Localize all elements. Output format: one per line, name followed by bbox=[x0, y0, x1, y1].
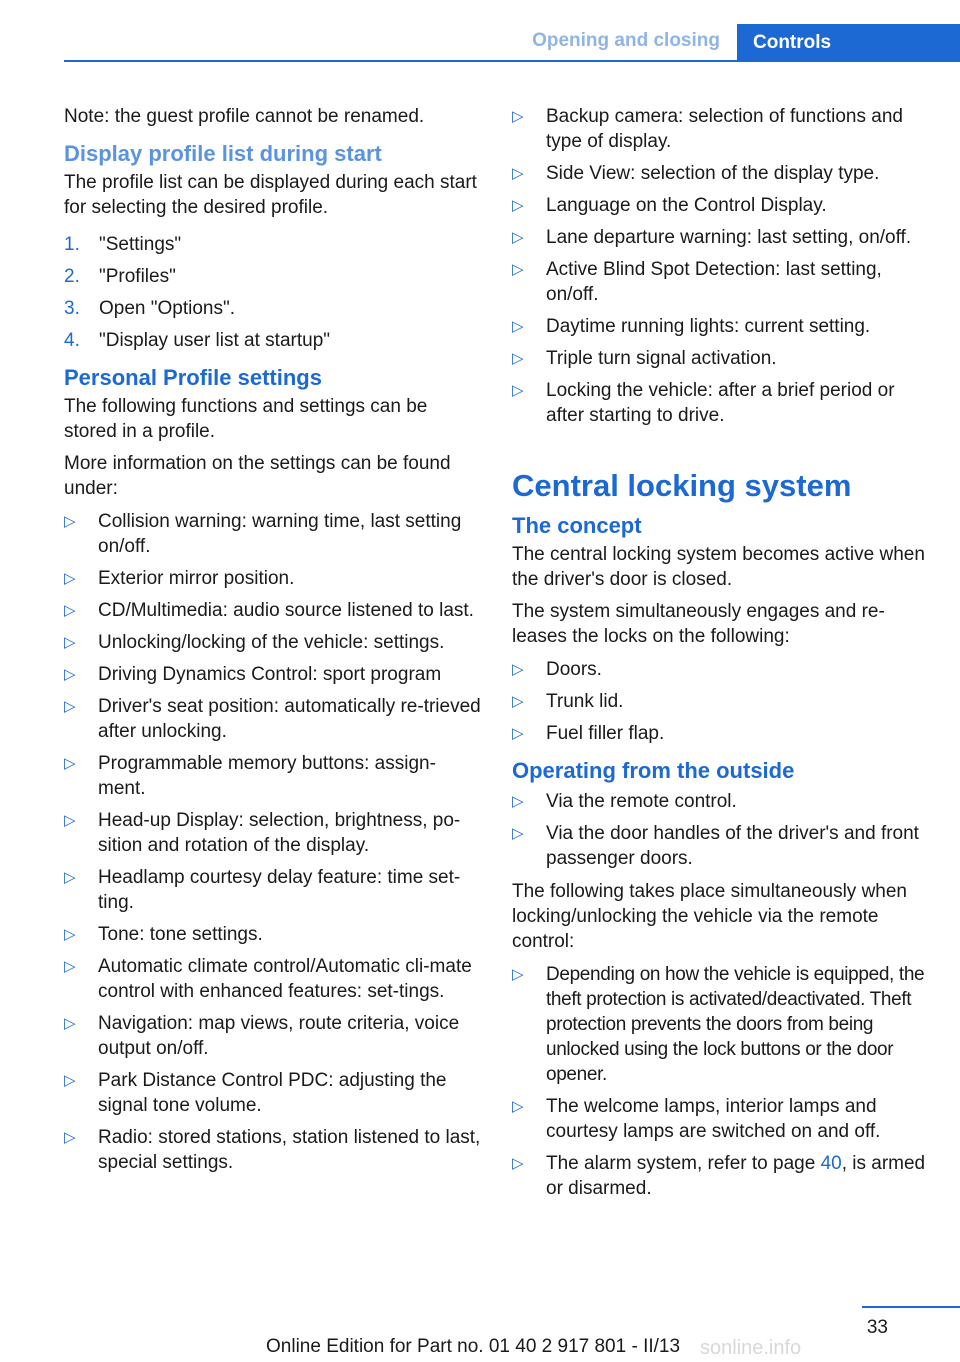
operating-outside-heading: Operating from the outside bbox=[512, 758, 795, 783]
right-column bbox=[512, 104, 932, 1209]
outside-list bbox=[512, 789, 932, 871]
step-number: 1. bbox=[64, 234, 80, 255]
triangle-bullet-icon: ▷ bbox=[64, 570, 76, 587]
list-item: ▷ Triple turn signal activation. bbox=[512, 348, 777, 369]
header-chapter-tab: Controls bbox=[737, 24, 960, 62]
triangle-bullet-icon: ▷ bbox=[64, 1015, 76, 1032]
list-item: ▷ Active Blind Spot Detection: last setting, on/off. bbox=[512, 259, 882, 305]
list-item: ▷ Daytime running lights: current setting. bbox=[512, 316, 871, 337]
triangle-bullet-icon: ▷ bbox=[64, 869, 76, 886]
triangle-bullet-icon: ▷ bbox=[512, 793, 524, 810]
step-item bbox=[64, 296, 482, 321]
triangle-bullet-icon: ▷ bbox=[64, 1129, 76, 1146]
guest-profile-note: Note: the guest profile cannot be renamed. bbox=[64, 106, 425, 127]
list-item: ▷ Via the door handles of the driver's and front passenger doors. bbox=[512, 823, 919, 869]
display-profile-heading: Display profile list during start bbox=[64, 141, 382, 166]
triangle-bullet-icon: ▷ bbox=[512, 165, 524, 182]
list-item: ▷ The alarm system, refer to page 40, is armed or disarmed. bbox=[512, 1153, 926, 1199]
following-text: The following takes place simultaneously when locking/unlocking the vehicle via the remote control: bbox=[512, 881, 907, 952]
list-item: ▷ Programmable memory buttons: assign-ment. bbox=[64, 753, 436, 799]
concept-text-2: The system simultaneously engages and re-leases the locks on the following: bbox=[512, 601, 885, 647]
list-item: ▷ Park Distance Control PDC: adjusting the signal tone volume. bbox=[64, 1070, 447, 1116]
list-item: ▷ Depending on how the vehicle is equipped, the theft protection is activated/deactivated. Theft protection prevents the doors from being unlocked using the lock buttons or the door opener. bbox=[512, 964, 925, 1085]
list-item: ▷ CD/Multimedia: audio source listened to last. bbox=[64, 600, 474, 621]
triangle-bullet-icon: ▷ bbox=[64, 698, 76, 715]
list-item: ▷ Unlocking/locking of the vehicle: settings. bbox=[64, 632, 445, 653]
list-item: ▷ Locking the vehicle: after a brief period or after starting to drive. bbox=[512, 380, 895, 426]
watermark: sonline.info bbox=[700, 1337, 802, 1359]
list-item: ▷ Headlamp courtesy delay feature: time set-ting. bbox=[64, 867, 461, 913]
list-item: ▷ Fuel filler flap. bbox=[512, 723, 665, 744]
central-locking-heading: Central locking system bbox=[512, 468, 852, 503]
triangle-bullet-icon: ▷ bbox=[64, 812, 76, 829]
triangle-bullet-icon: ▷ bbox=[512, 966, 524, 983]
profile-settings-list bbox=[64, 509, 482, 1175]
personal-profile-text-2: More information on the settings can be found under: bbox=[64, 453, 451, 499]
list-item: ▷ Tone: tone settings. bbox=[64, 924, 263, 945]
step-item bbox=[64, 328, 482, 353]
concept-heading: The concept bbox=[512, 513, 642, 538]
header-rule bbox=[64, 60, 960, 62]
display-profile-steps bbox=[64, 232, 482, 353]
edition-line: Online Edition for Part no. 01 40 2 917 801 - II/13 bbox=[266, 1336, 681, 1357]
list-item: ▷ Lane departure warning: last setting, on/off. bbox=[512, 227, 912, 248]
list-item: ▷ Driver's seat position: automatically re-trieved after unlocking. bbox=[64, 696, 481, 742]
triangle-bullet-icon: ▷ bbox=[64, 634, 76, 651]
list-item: ▷ Driving Dynamics Control: sport program bbox=[64, 664, 442, 685]
step-number: 3. bbox=[64, 298, 80, 319]
effects-list bbox=[512, 962, 932, 1201]
triangle-bullet-icon: ▷ bbox=[64, 755, 76, 772]
step-number: 4. bbox=[64, 330, 80, 351]
step-text: "Display user list at startup" bbox=[99, 330, 331, 351]
triangle-bullet-icon: ▷ bbox=[512, 693, 524, 710]
page-number: 33 bbox=[866, 1317, 888, 1338]
locks-list bbox=[512, 657, 932, 746]
step-text: Open "Options". bbox=[99, 298, 236, 319]
triangle-bullet-icon: ▷ bbox=[64, 1072, 76, 1089]
list-item: ▷ Doors. bbox=[512, 659, 602, 680]
list-item: ▷ Collision warning: warning time, last setting on/off. bbox=[64, 511, 462, 557]
triangle-bullet-icon: ▷ bbox=[512, 1098, 524, 1115]
page-header bbox=[0, 0, 960, 62]
triangle-bullet-icon: ▷ bbox=[512, 661, 524, 678]
triangle-bullet-icon: ▷ bbox=[512, 197, 524, 214]
list-item: ▷ The welcome lamps, interior lamps and courtesy lamps are switched on and off. bbox=[512, 1096, 881, 1142]
list-item: ▷ Navigation: map views, route criteria, voice output on/off. bbox=[64, 1013, 460, 1059]
triangle-bullet-icon: ▷ bbox=[512, 1155, 524, 1172]
triangle-bullet-icon: ▷ bbox=[512, 825, 524, 842]
concept-text-1: The central locking system becomes active when the driver's door is closed. bbox=[512, 544, 925, 590]
list-item: ▷ Exterior mirror position. bbox=[64, 568, 295, 589]
list-item: ▷ Radio: stored stations, station listened to last, special settings. bbox=[64, 1127, 481, 1173]
left-column bbox=[64, 104, 482, 1183]
step-item bbox=[64, 232, 482, 257]
footer-rule bbox=[862, 1306, 960, 1308]
triangle-bullet-icon: ▷ bbox=[512, 261, 524, 278]
list-item: ▷ Automatic climate control/Automatic cli-mate control with enhanced features: set-tings. bbox=[64, 956, 472, 1002]
triangle-bullet-icon: ▷ bbox=[512, 108, 524, 125]
triangle-bullet-icon: ▷ bbox=[64, 958, 76, 975]
step-item bbox=[64, 264, 482, 289]
list-item: ▷ Trunk lid. bbox=[512, 691, 624, 712]
personal-profile-text-1: The following functions and settings can be stored in a profile. bbox=[64, 396, 428, 442]
list-item: ▷ Backup camera: selection of functions and type of display. bbox=[512, 106, 903, 152]
page-reference-link[interactable]: 40 bbox=[820, 1153, 842, 1174]
list-item: ▷ Via the remote control. bbox=[512, 791, 737, 812]
list-item: ▷ Language on the Control Display. bbox=[512, 195, 827, 216]
step-text: "Profiles" bbox=[99, 266, 176, 287]
triangle-bullet-icon: ▷ bbox=[512, 350, 524, 367]
triangle-bullet-icon: ▷ bbox=[64, 513, 76, 530]
personal-profile-heading: Personal Profile settings bbox=[64, 365, 322, 390]
list-item: ▷ Side View: selection of the display type. bbox=[512, 163, 880, 184]
step-number: 2. bbox=[64, 266, 80, 287]
triangle-bullet-icon: ▷ bbox=[64, 666, 76, 683]
step-text: "Settings" bbox=[99, 234, 182, 255]
triangle-bullet-icon: ▷ bbox=[512, 229, 524, 246]
triangle-bullet-icon: ▷ bbox=[512, 725, 524, 742]
header-section-title: Opening and closing bbox=[532, 30, 720, 51]
display-profile-text: The profile list can be displayed during each start for selecting the desired profile. bbox=[64, 172, 477, 218]
triangle-bullet-icon: ▷ bbox=[64, 602, 76, 619]
triangle-bullet-icon: ▷ bbox=[512, 318, 524, 335]
profile-settings-list-continued bbox=[512, 104, 932, 428]
triangle-bullet-icon: ▷ bbox=[512, 382, 524, 399]
triangle-bullet-icon: ▷ bbox=[64, 926, 76, 943]
list-item: ▷ Head-up Display: selection, brightness, po-sition and rotation of the display. bbox=[64, 810, 461, 856]
